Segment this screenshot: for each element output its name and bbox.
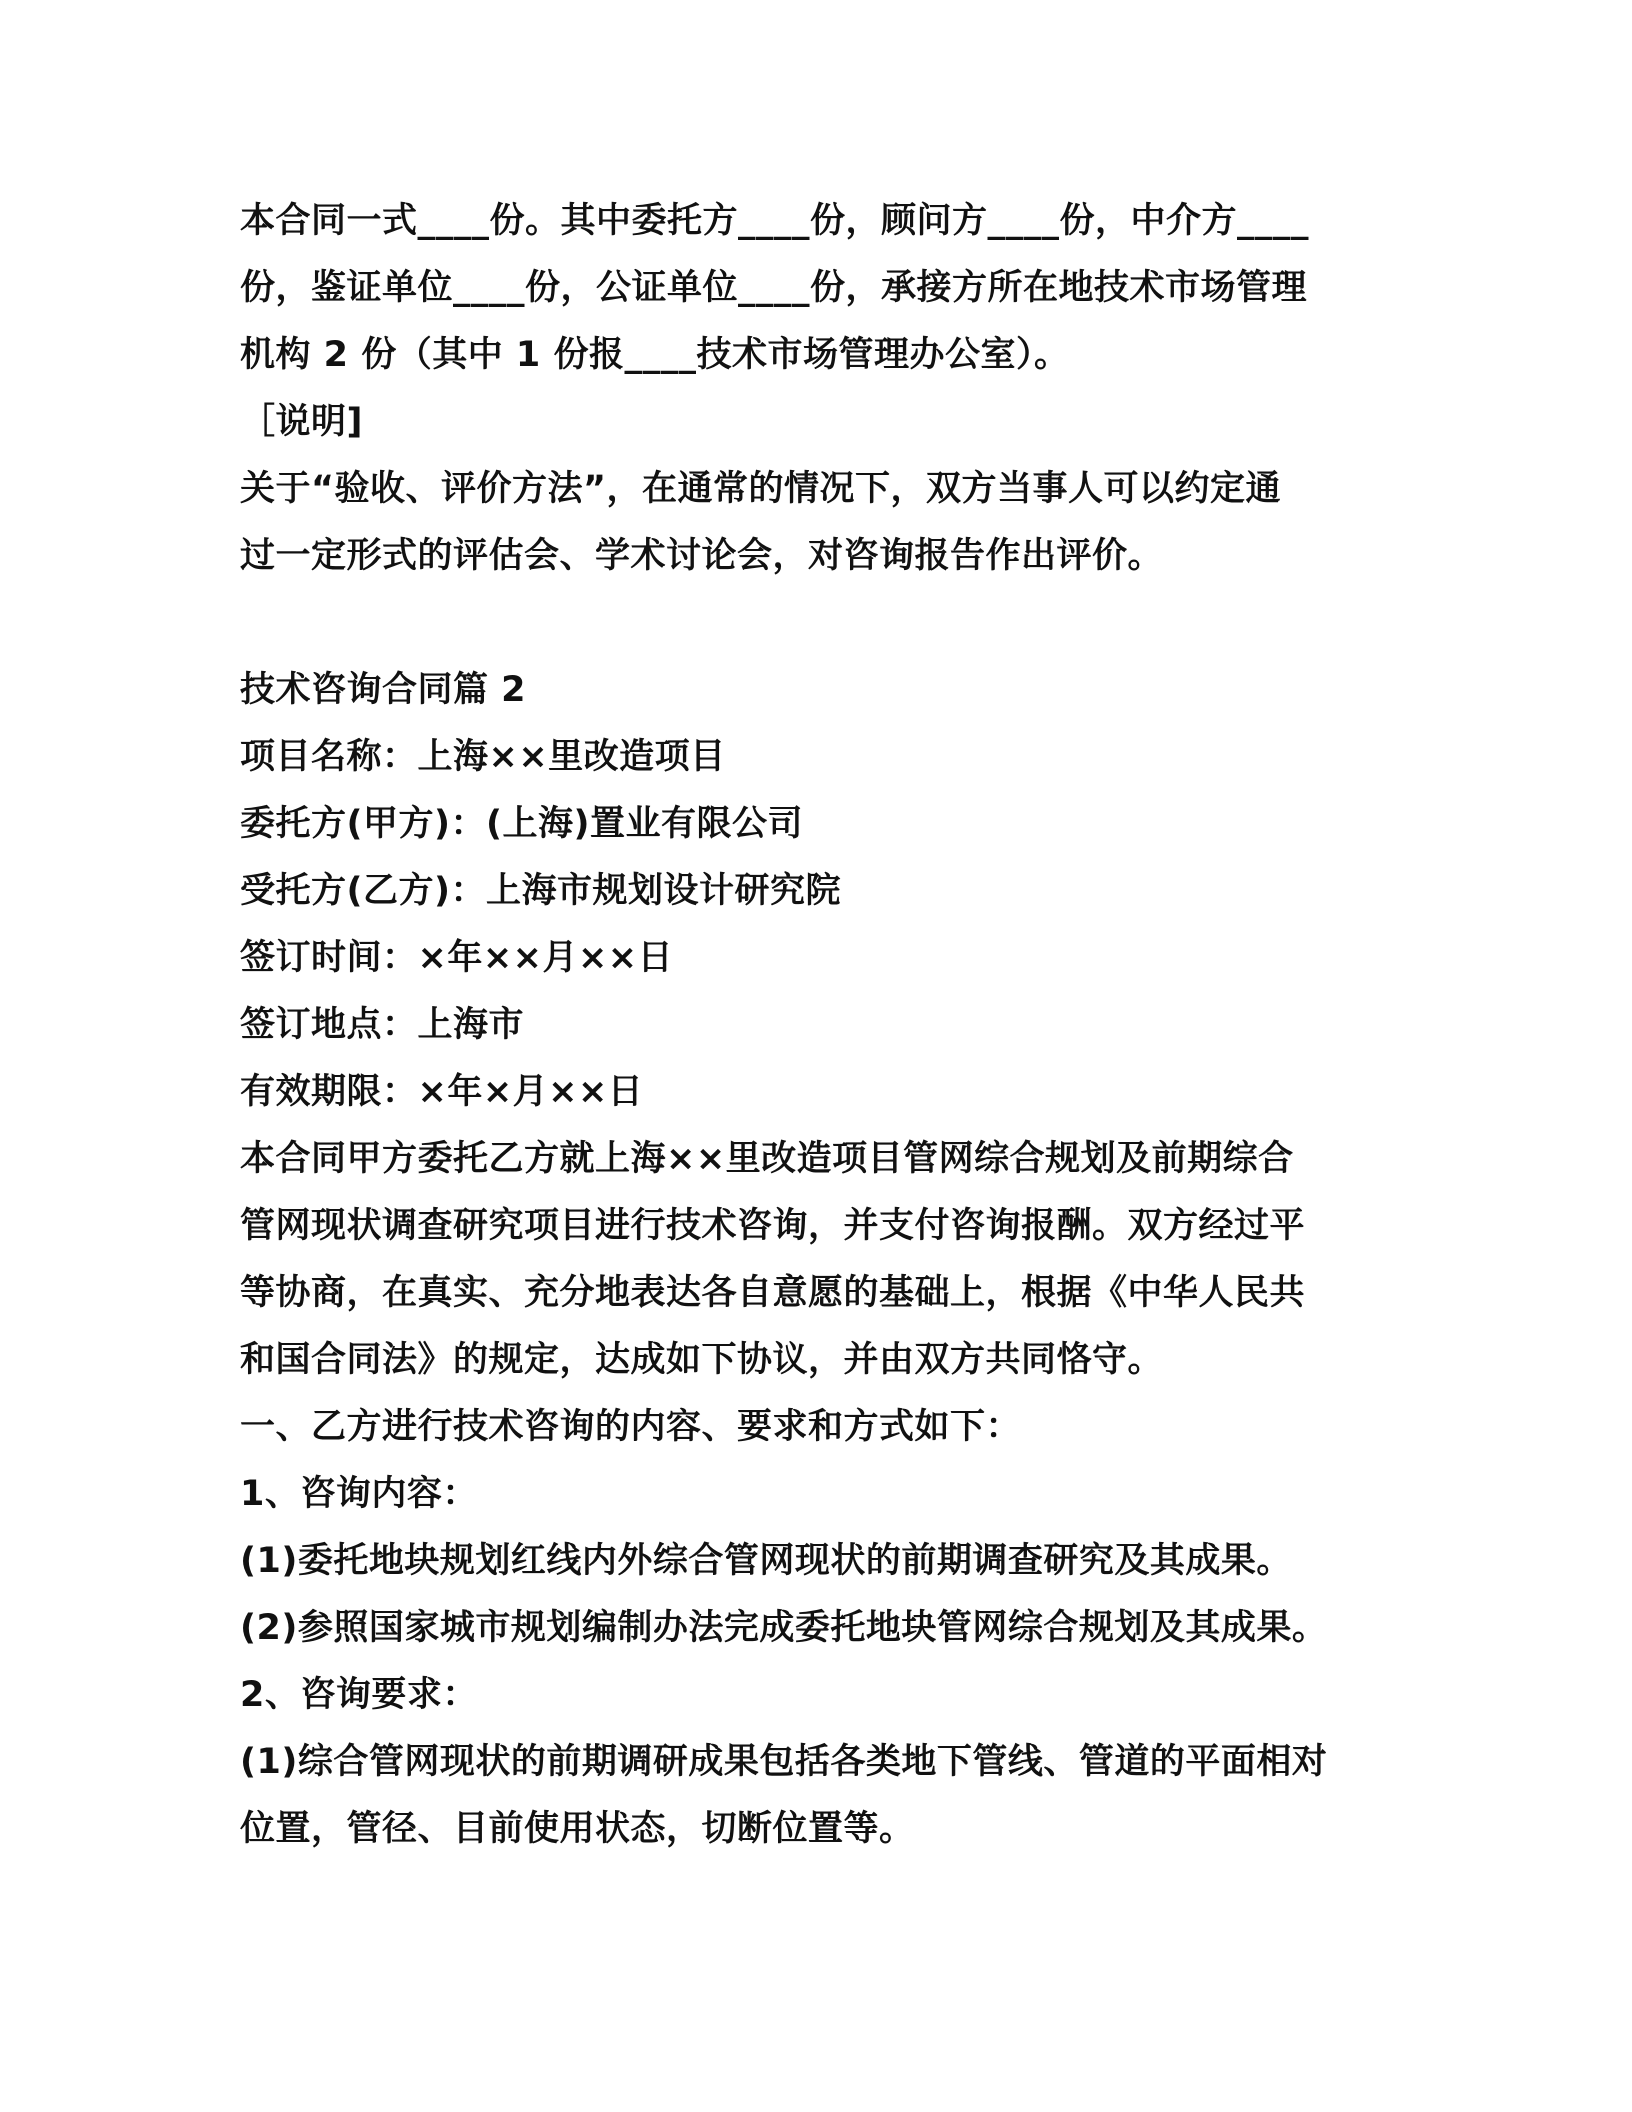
item-line: (1)综合管网现状的前期调研成果包括各类地下管线、管道的平面相对 — [240, 1742, 1328, 1782]
paragraph-line: 过一定形式的评估会、学术讨论会，对咨询报告作出评价。 — [240, 536, 1164, 576]
spacer — [240, 590, 1380, 657]
item-line: 位置，管径、目前使用状态，切断位置等。 — [240, 1809, 915, 1849]
note-heading: ［说明] — [240, 402, 363, 442]
clause-title: 一、乙方进行技术咨询的内容、要求和方式如下： — [240, 1407, 1022, 1447]
sign-time: 签订时间：×年××月××日 — [240, 938, 674, 978]
contractor-party: 受托方(乙方)：上海市规划设计研究院 — [240, 871, 841, 911]
paragraph-line: 本合同一式____份。其中委托方____份，顾问方____份，中介方____ — [240, 201, 1310, 241]
document-page — [240, 188, 1380, 1863]
intro-line: 等协商，在真实、充分地表达各自意愿的基础上，根据《中华人民共 — [240, 1273, 1306, 1313]
project-name: 项目名称：上海××里改造项目 — [240, 737, 726, 777]
intro-line: 本合同甲方委托乙方就上海××里改造项目管网综合规划及前期综合 — [240, 1139, 1294, 1179]
item-title: 1、咨询内容： — [240, 1474, 478, 1514]
item-title: 2、咨询要求： — [240, 1675, 478, 1715]
paragraph-line: 关于“验收、评价方法”，在通常的情况下，双方当事人可以约定通 — [240, 469, 1282, 509]
paragraph-line: 机构 2 份（其中 1 份报____技术市场管理办公室）。 — [240, 335, 1070, 375]
section-title: 技术咨询合同篇 2 — [240, 670, 527, 710]
client-party: 委托方(甲方)：(上海)置业有限公司 — [240, 804, 803, 844]
validity-period: 有效期限：×年×月××日 — [240, 1072, 644, 1112]
item-line: (2)参照国家城市规划编制办法完成委托地块管网综合规划及其成果。 — [240, 1608, 1328, 1648]
intro-line: 和国合同法》的规定，达成如下协议，并由双方共同恪守。 — [240, 1340, 1164, 1380]
intro-line: 管网现状调查研究项目进行技术咨询，并支付咨询报酬。双方经过平 — [240, 1206, 1306, 1246]
item-line: (1)委托地块规划红线内外综合管网现状的前期调查研究及其成果。 — [240, 1541, 1292, 1581]
sign-place: 签订地点：上海市 — [240, 1005, 525, 1045]
paragraph-line: 份，鉴证单位____份，公证单位____份，承接方所在地技术市场管理 — [240, 268, 1308, 308]
